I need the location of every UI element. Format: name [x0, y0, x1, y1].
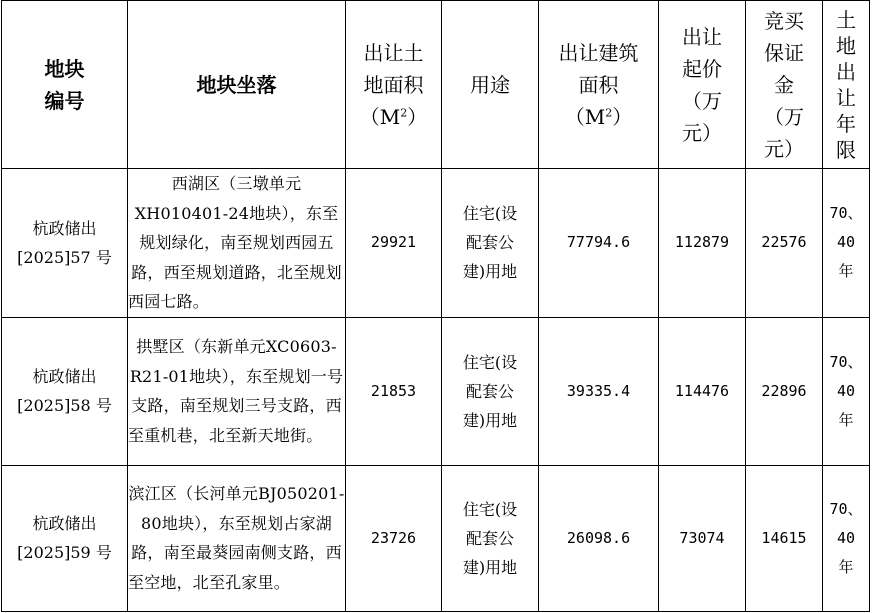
- header-location: 地块坐落: [128, 1, 346, 169]
- cell-start-price: 73074: [659, 465, 746, 611]
- cell-location: 西湖区（三墩单元XH010401-24地块），东至规划绿化，南至规划西园五路，西至规划道路，北至规划西园七路。: [128, 169, 346, 318]
- cell-land-area: 29921: [346, 169, 442, 318]
- cell-build-area: 26098.6: [539, 465, 659, 611]
- header-deposit: 竞买 保证 金 （万 元）: [746, 1, 823, 169]
- cell-parcel-id: 杭政储出 [2025]58 号: [2, 317, 128, 465]
- cell-use: 住宅(设 配套公 建)用地: [442, 317, 539, 465]
- cell-use: 住宅(设 配套公 建)用地: [442, 169, 539, 318]
- cell-land-area: 21853: [346, 317, 442, 465]
- cell-deposit: 14615: [746, 465, 823, 611]
- cell-deposit: 22896: [746, 317, 823, 465]
- cell-parcel-id: 杭政储出 [2025]59 号: [2, 465, 128, 611]
- table-row: [2, 169, 870, 318]
- cell-term: 70、 40 年: [823, 317, 870, 465]
- cell-location: 滨江区（长河单元BJ050201-80地块），东至规划占家湖路，南至最葵园南侧支路，西至空地，北至孔家里。: [128, 465, 346, 611]
- header-land-area: 出让土 地面积 $(M^2)$: [346, 1, 442, 169]
- table-row: [2, 465, 870, 611]
- table-header-row: [2, 1, 870, 169]
- cell-deposit: 22576: [746, 169, 823, 318]
- cell-build-area: 77794.6: [539, 169, 659, 318]
- cell-start-price: 114476: [659, 317, 746, 465]
- cell-parcel-id: 杭政储出 [2025]57 号: [2, 169, 128, 318]
- cell-start-price: 112879: [659, 169, 746, 318]
- header-parcel-id: 地块 编号: [2, 1, 128, 169]
- header-build-area: 出让建筑 面积 $(M^2)$: [539, 1, 659, 169]
- header-use: 用途: [442, 1, 539, 169]
- land-transfer-table: [1, 0, 870, 612]
- header-term: 土 地 出 让 年 限: [823, 1, 870, 169]
- cell-build-area: 39335.4: [539, 317, 659, 465]
- cell-term: 70、 40 年: [823, 465, 870, 611]
- cell-location: 拱墅区（东新单元XC0603-R21-01地块），东至规划一号支路，南至规划三号支路，西至重机巷，北至新天地街。: [128, 317, 346, 465]
- header-start-price: 出让 起价 （万 元）: [659, 1, 746, 169]
- cell-use: 住宅(设 配套公 建)用地: [442, 465, 539, 611]
- cell-term: 70、 40 年: [823, 169, 870, 318]
- table-row: [2, 317, 870, 465]
- cell-land-area: 23726: [346, 465, 442, 611]
